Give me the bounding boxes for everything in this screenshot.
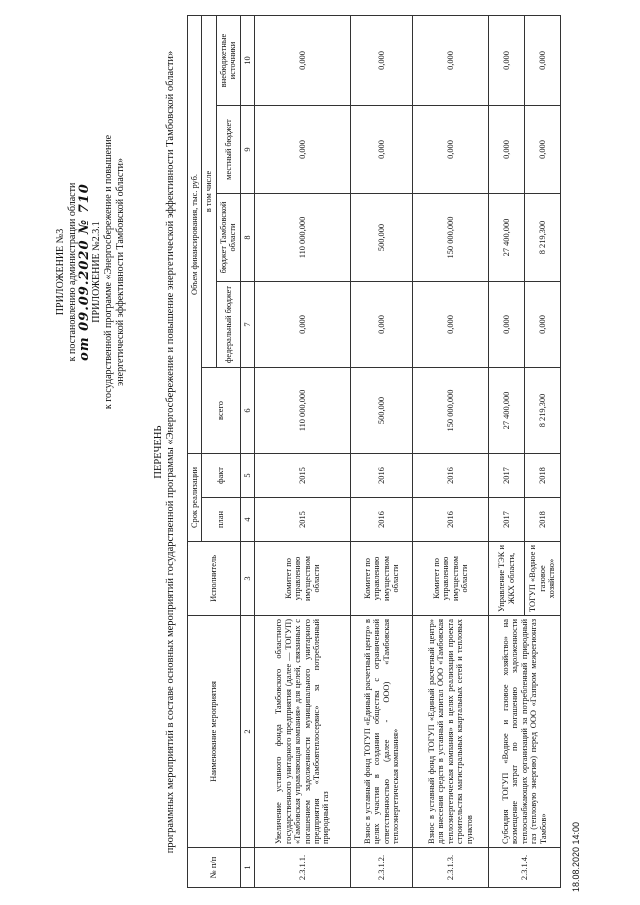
row-num: 2.3.1.3.	[413, 848, 489, 888]
header-funding: Объем финансирования, тыс. руб.	[188, 15, 202, 453]
row-executor: Комитет по управлению имуществом области	[255, 542, 351, 616]
document-title	[153, 12, 177, 892]
row-regional: 27 400,000	[489, 194, 525, 282]
col-number: 8	[240, 194, 254, 282]
header-including: в том числе	[202, 15, 216, 367]
col-number: 5	[240, 454, 254, 498]
appendix-number: ПРИЛОЖЕНИЕ №3	[55, 228, 66, 316]
col-number: 7	[240, 282, 254, 368]
row-total: 150 000,000	[413, 368, 489, 454]
row-federal: 0,000	[351, 282, 413, 368]
table-row	[413, 15, 489, 887]
row-executor: Комитет по управлению имуществом области	[351, 542, 413, 616]
row-extra: 0,000	[413, 15, 489, 105]
row-fact: 2018	[525, 454, 561, 498]
row-plan: 2016	[413, 498, 489, 542]
program-reference-line1: к государственной программе «Энергосбережение и повышение	[103, 134, 114, 410]
row-federal: 0,000	[413, 282, 489, 368]
row-local: 0,000	[351, 106, 413, 194]
header-num: № п/п	[188, 848, 241, 888]
handwritten-date-number: от 09.09.2020 № 710	[77, 183, 92, 361]
row-plan: 2016	[351, 498, 413, 542]
col-number: 6	[240, 368, 254, 454]
row-plan: 2018	[525, 498, 561, 542]
row-regional: 150 000,000	[413, 194, 489, 282]
column-number-row	[240, 15, 254, 887]
header-fact: факт	[202, 454, 240, 498]
title-heading: ПЕРЕЧЕНЬ	[153, 425, 164, 479]
row-total: 110 000,000	[255, 368, 351, 454]
measures-table	[187, 15, 561, 888]
header-total: всего	[202, 368, 240, 454]
table-row	[489, 15, 525, 887]
row-federal: 0,000	[255, 282, 351, 368]
row-name: Увеличение уставного фонда Тамбовского областного государственного унитарного предприятия (далее — ТОГУП) «Тамбовская управляющая компания» для целей, связанных с погашением задолженности муниципального унитарного предприятия «Тамбовтеплосервис» за потребленный природный газ	[255, 616, 351, 848]
table-row	[351, 15, 413, 887]
row-federal: 0,000	[489, 282, 525, 368]
row-local: 0,000	[413, 106, 489, 194]
row-fact: 2016	[351, 454, 413, 498]
row-plan: 2015	[255, 498, 351, 542]
program-reference-line2: энергетической эффективности Тамбовской области»	[115, 157, 126, 387]
header-executor: Исполнитель	[188, 542, 241, 616]
appendix-header	[55, 52, 127, 492]
header-extra: внебюджетные источники	[216, 15, 240, 105]
row-extra: 0,000	[489, 15, 525, 105]
row-executor: Управление ТЭК и ЖКХ области,	[489, 542, 525, 616]
row-total: 27 400,000	[489, 368, 525, 454]
col-number: 2	[240, 616, 254, 848]
sub-appendix-number: ПРИЛОЖЕНИЕ №2.3.1	[91, 221, 102, 323]
row-regional: 110 000,000	[255, 194, 351, 282]
header-local: местный бюджет	[216, 106, 240, 194]
row-executor: ТОГУП «Водное и газовое хозяйство»	[525, 542, 561, 616]
row-name: Взнос в уставный фонд ТОГУП «Единый расчетный центр» для внесения средств в уставный капитал ООО «Тамбовская теплоэнергетическая компания» в целях реализации проекта строительства магистральных квартальных сетей и тепловых пунктов	[413, 616, 489, 848]
row-total: 500,000	[351, 368, 413, 454]
row-extra: 0,000	[525, 15, 561, 105]
row-regional: 500,000	[351, 194, 413, 282]
row-executor: Комитет по управлению имуществом области	[413, 542, 489, 616]
row-plan: 2017	[489, 498, 525, 542]
row-num: 2.3.1.2.	[351, 848, 413, 888]
appendix-reference: к постановлению администрации области	[67, 182, 78, 362]
header-regional: бюджет Тамбовской области	[216, 194, 240, 282]
row-federal: 0,000	[525, 282, 561, 368]
title-subheading: программных мероприятий в составе основных мероприятий государственной программы «Энергосбережение и повышение энергетической эффективности Тамбовской области»	[165, 50, 176, 854]
row-regional: 8 219,300	[525, 194, 561, 282]
header-name: Наименование мероприятия	[188, 616, 241, 848]
row-num: 2.3.1.1.	[255, 848, 351, 888]
row-extra: 0,000	[255, 15, 351, 105]
col-number: 3	[240, 542, 254, 616]
row-total: 8 219,300	[525, 368, 561, 454]
table-row	[255, 15, 351, 887]
header-plan: план	[202, 498, 240, 542]
row-local: 0,000	[525, 106, 561, 194]
row-extra: 0,000	[351, 15, 413, 105]
col-number: 4	[240, 498, 254, 542]
col-number: 9	[240, 106, 254, 194]
row-name: Взнос в уставный фонд ТОГУП «Единый расчетный центр» в целях участия в создании общества с ограниченной ответственностью (далее - ООО) «Тамбовская теплоэнергетическая компания»	[351, 616, 413, 848]
document-page	[55, 12, 581, 892]
print-timestamp: 18.08.2020 14:00	[571, 821, 581, 892]
row-num: 2.3.1.4.	[489, 848, 561, 888]
row-fact: 2015	[255, 454, 351, 498]
row-name: Субсидия ТОГУП «Водное и газовое хозяйство» на возмещение затрат по погашению задолженности теплоснабжающих организаций за потребленный природный газ (тепловую энергию) перед ООО «Газпром межрегионгаз Тамбов»	[489, 616, 561, 848]
header-federal: федеральный бюджет	[216, 282, 240, 368]
col-number: 10	[240, 15, 254, 105]
header-period: Срок реализации	[188, 454, 202, 542]
header-row-1	[188, 15, 202, 887]
row-local: 0,000	[489, 106, 525, 194]
row-fact: 2017	[489, 454, 525, 498]
row-local: 0,000	[255, 106, 351, 194]
row-fact: 2016	[413, 454, 489, 498]
col-number: 1	[240, 848, 254, 888]
